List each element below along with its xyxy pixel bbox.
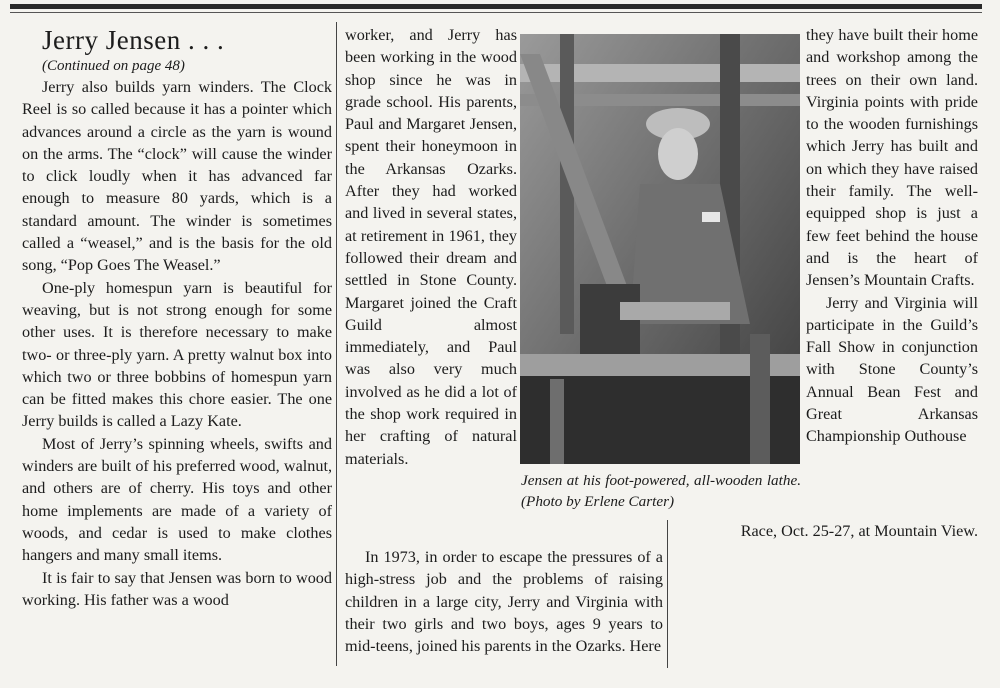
continued-note: (Continued on page 48) — [42, 58, 185, 74]
top-rule — [10, 4, 982, 9]
paragraph: Jerry also builds yarn winders. The Clock Reel is so called because it has a pointer which advances around a circle as the yarn is wound on the arms. The “clock” will cause the winder to click loudly when it has advanced far enough to measure 80 yards, which is a standard amount. The winder is sometimes called a “weasel,” and is the basis for the old song, “Pop Goes The Weasel.” — [22, 78, 332, 275]
paragraph: Race, Oct. 25-27, at Mountain View. — [740, 522, 978, 540]
column-rule-2 — [667, 520, 668, 668]
column-1 — [22, 24, 332, 611]
paragraph: Jerry and Virginia will participate in the Guild’s Fall Show in conjunction with Stone County’s Annual Bean Fest and Great Arkansas Championship Outhouse — [806, 293, 978, 446]
paragraph: One-ply homespun yarn is beautiful for weaving, but is not strong enough for some other uses. It is therefore necessary to make two- or three-ply yarn. A pretty walnut box into which two or three bobbins of homespun yarn can be fitted makes this chore easier. The one Jerry builds is called a Lazy Kate. — [22, 278, 332, 431]
column-2-lower — [345, 546, 663, 657]
paragraph: Most of Jerry’s spinning wheels, swifts and winders are built of his preferred wood, walnut, and others are of cherry. His toys and other home implements are made of a variety of woods, and cedar is used to make clothes hangers and many small items. — [22, 434, 332, 565]
column-rule-1 — [336, 22, 337, 666]
paragraph: In 1973, in order to escape the pressures of a high-stress job and the problems of raising children in a large city, Jerry and Virginia with their two girls and two boys, ages 9 years to mid-teens, joined his parents in the Ozarks. Here — [345, 548, 663, 656]
column-2 — [345, 24, 517, 470]
paragraph: they have built their home and workshop among the trees on their own land. Virginia points with pride to the wooden furnishings which Jerry has built and on which they have raised their family. The well-equipped shop is just a few feet behind the house and is the heart of Jensen’s Mountain Crafts. — [806, 26, 978, 290]
headline: Jerry Jensen . . . — [42, 25, 225, 55]
column-3-lower — [676, 520, 978, 542]
workshop-photo — [520, 34, 800, 464]
column-3 — [806, 24, 978, 448]
photo-caption: Jensen at his foot-powered, all-wooden lathe. (Photo by Erlene Carter) — [521, 472, 801, 510]
top-rule-thin — [10, 12, 982, 13]
paragraph: It is fair to say that Jensen was born to wood working. His father was a wood — [22, 568, 332, 609]
paragraph: worker, and Jerry has been working in the wood shop since he was in grade school. His parents, Paul and Margaret Jensen, spent their honeymoon in the Arkansas Ozarks. After they had worked and lived in several states, at retirement in 1961, they followed their dream and settled in Stone County. Margaret joined the Craft Guild almost immediately, and Paul was also very much involved as he did a lot of the shop work required in her crafting of natural materials. — [345, 26, 517, 468]
